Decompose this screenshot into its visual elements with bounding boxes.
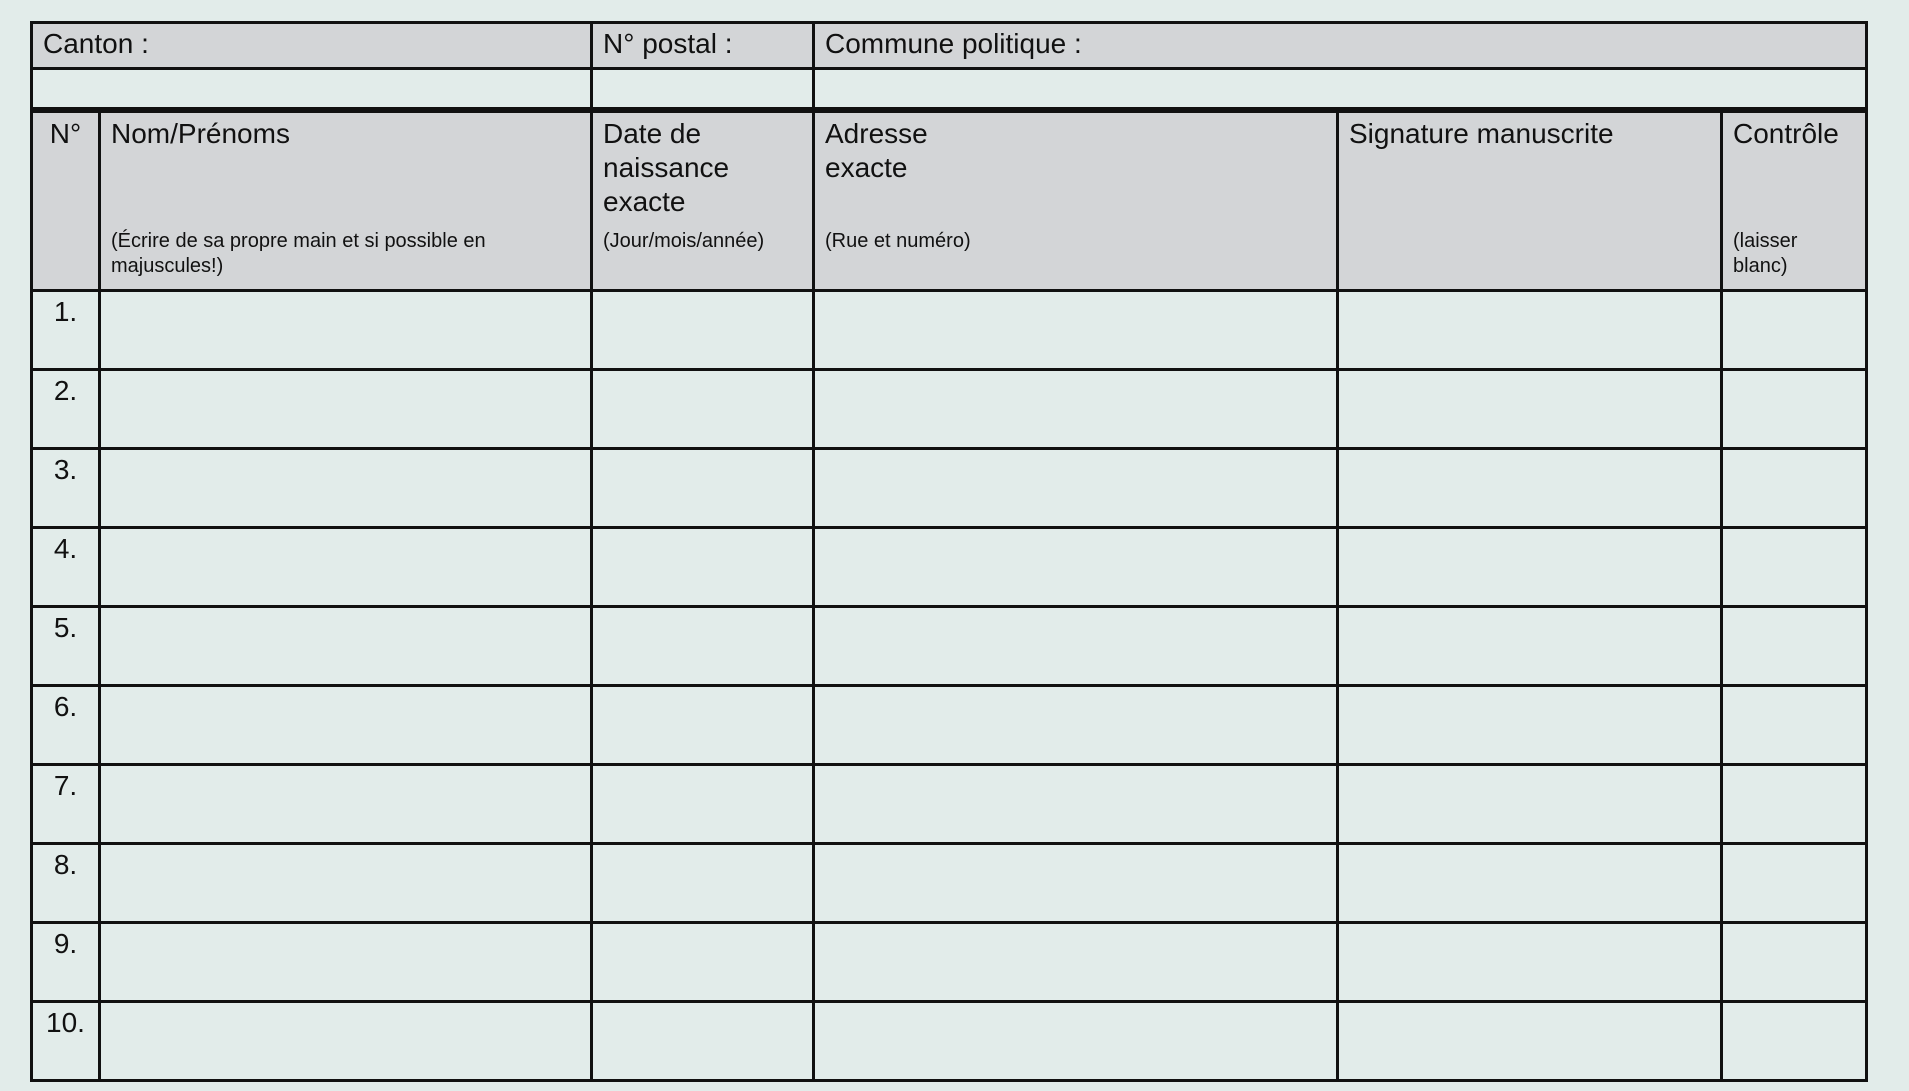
- col-name-title: Nom/Prénoms: [111, 118, 290, 149]
- table-row: [32, 922, 1867, 1001]
- col-header-signature: [1338, 110, 1722, 290]
- address-cell[interactable]: [814, 843, 1338, 922]
- signature-cell[interactable]: [1338, 290, 1722, 369]
- col-control-title: Contrôle: [1733, 118, 1839, 149]
- row-number: 6.: [32, 685, 100, 764]
- table-row: [32, 448, 1867, 527]
- col-name-note: (Écrire de sa propre main et si possible en majuscules!): [111, 230, 486, 277]
- col-header-birthdate: [592, 110, 814, 290]
- col-header-address: [814, 110, 1338, 290]
- birthdate-cell[interactable]: [592, 290, 814, 369]
- birthdate-cell[interactable]: [592, 369, 814, 448]
- address-cell[interactable]: [814, 369, 1338, 448]
- signature-cell[interactable]: [1338, 764, 1722, 843]
- table-header-row: [32, 110, 1867, 290]
- address-cell[interactable]: [814, 685, 1338, 764]
- table-row: [32, 606, 1867, 685]
- name-cell[interactable]: [100, 843, 592, 922]
- birthdate-cell[interactable]: [592, 922, 814, 1001]
- control-cell: [1722, 448, 1867, 527]
- birthdate-cell[interactable]: [592, 1001, 814, 1080]
- signature-cell[interactable]: [1338, 1001, 1722, 1080]
- address-cell[interactable]: [814, 448, 1338, 527]
- row-number: 1.: [32, 290, 100, 369]
- col-signature-title: Signature manuscrite: [1349, 118, 1614, 149]
- table-row: [32, 369, 1867, 448]
- col-header-number: [32, 110, 100, 290]
- address-cell[interactable]: [814, 527, 1338, 606]
- col-birthdate-title: Date de naissance exacte: [603, 118, 730, 217]
- name-cell[interactable]: [100, 764, 592, 843]
- signature-cell[interactable]: [1338, 448, 1722, 527]
- commune-field[interactable]: [814, 69, 1867, 109]
- table-row: [32, 764, 1867, 843]
- signature-cell[interactable]: [1338, 527, 1722, 606]
- birthdate-cell[interactable]: [592, 685, 814, 764]
- control-cell: [1722, 685, 1867, 764]
- canton-label: Canton :: [32, 23, 592, 69]
- control-cell: [1722, 527, 1867, 606]
- name-cell[interactable]: [100, 527, 592, 606]
- signature-cell[interactable]: [1338, 922, 1722, 1001]
- signatures-table: [30, 107, 1868, 1082]
- table-row: [32, 290, 1867, 369]
- row-number: 3.: [32, 448, 100, 527]
- table-row: [32, 843, 1867, 922]
- row-number: 8.: [32, 843, 100, 922]
- address-cell[interactable]: [814, 290, 1338, 369]
- col-control-note: (laisser blanc): [1733, 230, 1798, 277]
- signature-cell[interactable]: [1338, 369, 1722, 448]
- postal-code-label: N° postal :: [592, 23, 814, 69]
- name-cell[interactable]: [100, 448, 592, 527]
- col-header-control: [1722, 110, 1867, 290]
- row-number: 5.: [32, 606, 100, 685]
- row-number: 7.: [32, 764, 100, 843]
- row-number: 2.: [32, 369, 100, 448]
- table-row: [32, 685, 1867, 764]
- address-cell[interactable]: [814, 764, 1338, 843]
- address-cell[interactable]: [814, 606, 1338, 685]
- table-row: [32, 1001, 1867, 1080]
- row-number: 10.: [32, 1001, 100, 1080]
- col-address-title: Adresse exacte: [825, 118, 928, 183]
- control-cell: [1722, 764, 1867, 843]
- birthdate-cell[interactable]: [592, 843, 814, 922]
- col-header-name: [100, 110, 592, 290]
- signature-cell[interactable]: [1338, 685, 1722, 764]
- postal-code-field[interactable]: [592, 69, 814, 109]
- row-number: 9.: [32, 922, 100, 1001]
- col-birthdate-note: (Jour/mois/année): [603, 230, 765, 252]
- signature-cell[interactable]: [1338, 606, 1722, 685]
- control-cell: [1722, 290, 1867, 369]
- control-cell: [1722, 369, 1867, 448]
- birthdate-cell[interactable]: [592, 527, 814, 606]
- control-cell: [1722, 922, 1867, 1001]
- address-cell[interactable]: [814, 922, 1338, 1001]
- birthdate-cell[interactable]: [592, 764, 814, 843]
- control-cell: [1722, 606, 1867, 685]
- canton-field[interactable]: [32, 69, 592, 109]
- address-cell[interactable]: [814, 1001, 1338, 1080]
- birthdate-cell[interactable]: [592, 448, 814, 527]
- name-cell[interactable]: [100, 1001, 592, 1080]
- control-cell: [1722, 1001, 1867, 1080]
- row-number: 4.: [32, 527, 100, 606]
- signature-cell[interactable]: [1338, 843, 1722, 922]
- birthdate-cell[interactable]: [592, 606, 814, 685]
- control-cell: [1722, 843, 1867, 922]
- signature-form: [30, 21, 1865, 1082]
- col-number-title: N°: [49, 118, 82, 149]
- name-cell[interactable]: [100, 606, 592, 685]
- name-cell[interactable]: [100, 369, 592, 448]
- col-address-note: (Rue et numéro): [825, 230, 971, 252]
- name-cell[interactable]: [100, 685, 592, 764]
- location-info-table: [30, 21, 1868, 110]
- name-cell[interactable]: [100, 290, 592, 369]
- commune-label: Commune politique :: [814, 23, 1867, 69]
- name-cell[interactable]: [100, 922, 592, 1001]
- table-row: [32, 527, 1867, 606]
